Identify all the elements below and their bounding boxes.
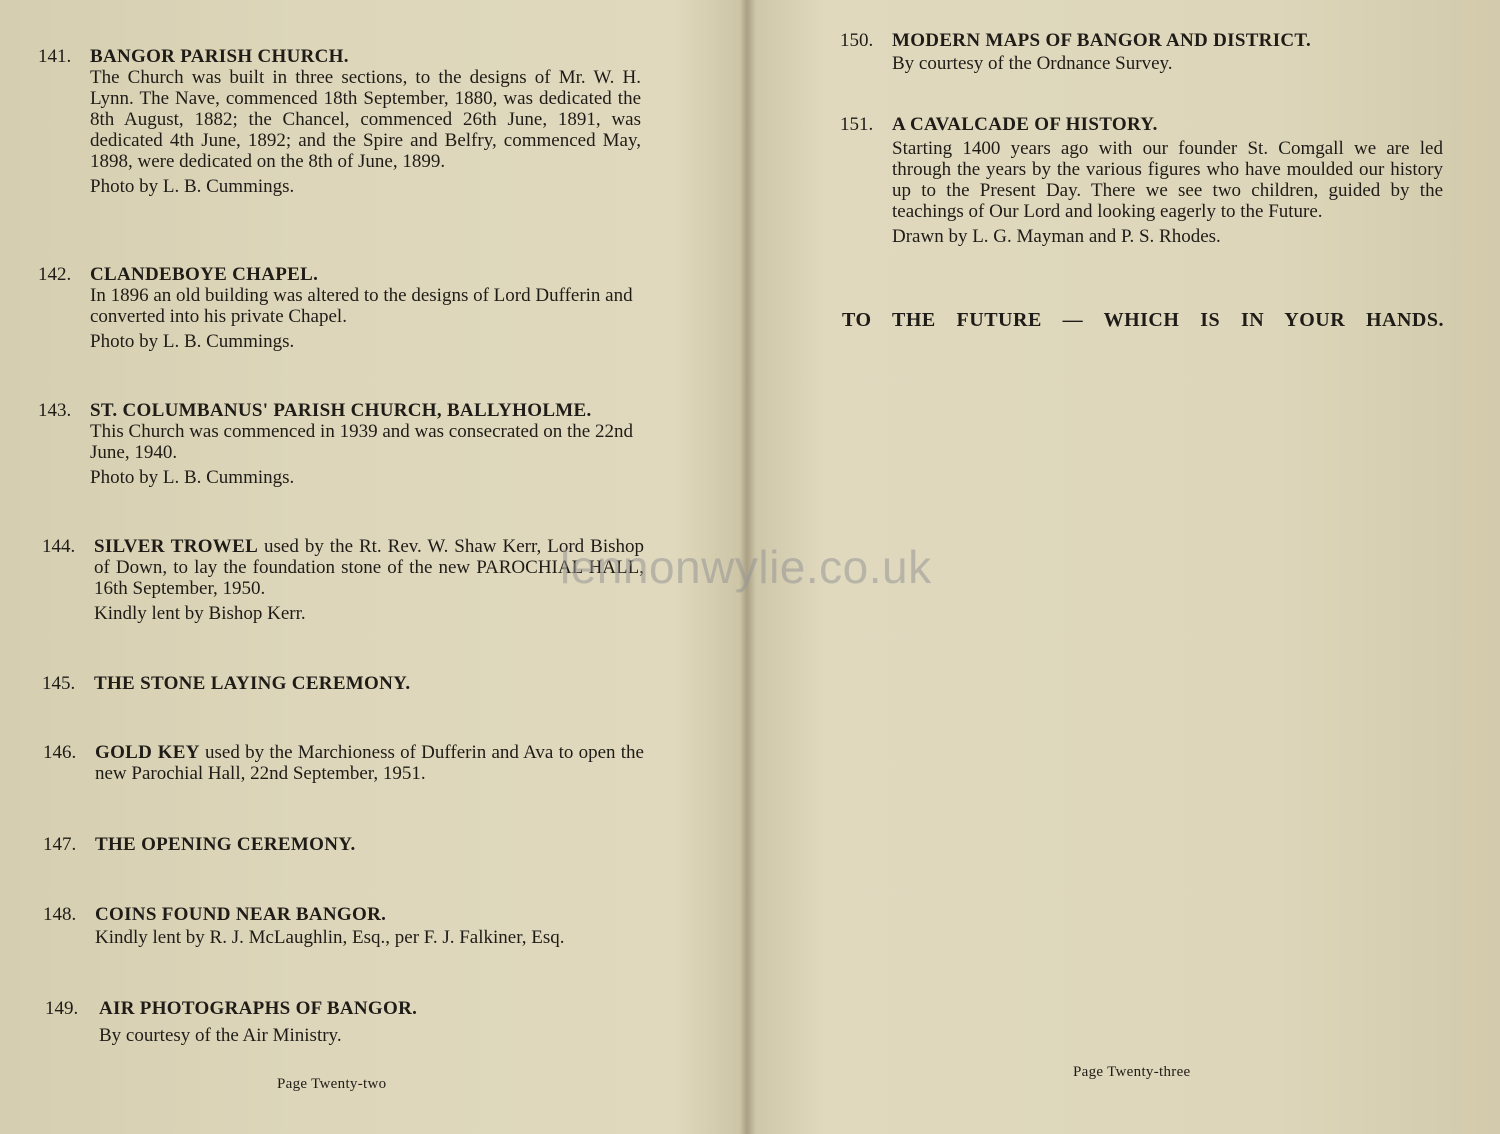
entry-text: The Church was built in three sections, to the designs of Mr. W. H. Lynn. The Nave, commenced 18th September, 1880, was dedicated the 8th August, 1882; the Chancel, commenced 26th June, 1891, was dedicated 4th June, 1892; and the Spire and Belfry, commenced May, 1898, were dedicated on the 8th of June, 1899. xyxy=(90,67,641,172)
entry-credit: Photo by L. B. Cummings. xyxy=(90,176,295,197)
entry-title: SILVER TROWEL xyxy=(94,536,259,557)
entry-credit: By courtesy of the Ordnance Survey. xyxy=(892,53,1173,74)
entry-number: 150. xyxy=(840,30,874,51)
watermark: lennonwylie.co.uk xyxy=(560,541,932,593)
entry-143 xyxy=(38,400,642,488)
entry-title: MODERN MAPS OF BANGOR AND DISTRICT. xyxy=(892,30,1312,51)
entry-147 xyxy=(43,834,663,855)
entry-title: THE STONE LAYING CEREMONY. xyxy=(94,673,411,694)
entry-text: used by the Marchioness of Dufferin and Ava to open the new Parochial Hall, 22nd September, 1951. xyxy=(95,742,644,784)
closing-statement: TO THE FUTURE — WHICH IS IN YOUR HANDS. xyxy=(842,309,1444,331)
entry-credit: Photo by L. B. Cummings. xyxy=(90,467,295,488)
entry-credit: By courtesy of the Air Ministry. xyxy=(99,1025,342,1046)
entry-number: 146. xyxy=(43,742,77,763)
entry-text: In 1896 an old building was altered to the designs of Lord Dufferin and converted into his private Chapel. xyxy=(90,285,633,327)
entry-credit: Drawn by L. G. Mayman and P. S. Rhodes. xyxy=(892,226,1221,247)
entry-144 xyxy=(42,536,644,624)
entry-credit: Kindly lent by R. J. McLaughlin, Esq., per F. J. Falkiner, Esq. xyxy=(95,927,565,948)
entry-credit: Kindly lent by Bishop Kerr. xyxy=(94,603,306,624)
entry-title: GOLD KEY xyxy=(95,742,200,763)
entry-number: 151. xyxy=(840,114,874,135)
entry-title: ST. COLUMBANUS' PARISH CHURCH, BALLYHOLME. xyxy=(90,400,592,421)
entry-number: 145. xyxy=(42,673,76,694)
page-number: Page Twenty-three xyxy=(1073,1064,1191,1080)
entry-148 xyxy=(43,904,653,948)
entry-145 xyxy=(42,673,662,694)
entry-credit: Photo by L. B. Cummings. xyxy=(90,331,295,352)
entry-149 xyxy=(45,998,665,1046)
page-number: Page Twenty-two xyxy=(277,1076,387,1092)
entry-146 xyxy=(43,742,644,784)
entry-text: used by the Rt. Rev. W. Shaw Kerr, Lord Bishop of Down, to lay the foundation stone of the new PAROCHIAL HALL, 16th September, 1950. xyxy=(94,536,644,599)
entry-142 xyxy=(38,264,641,352)
entry-number: 147. xyxy=(43,834,77,855)
entry-number: 143. xyxy=(38,400,72,421)
entry-text: Starting 1400 years ago with our founder St. Comgall we are led through the years by the various figures who have moulded our history up to the Present Day. There we see two children, guided by the teachings of Our Lord and looking eagerly to the Future. xyxy=(892,138,1443,222)
entry-title: CLANDEBOYE CHAPEL. xyxy=(90,264,319,285)
entry-141 xyxy=(38,46,641,197)
entry-number: 149. xyxy=(45,998,79,1019)
entry-number: 142. xyxy=(38,264,72,285)
entry-title: COINS FOUND NEAR BANGOR. xyxy=(95,904,387,925)
entry-number: 141. xyxy=(38,46,72,67)
entry-number: 148. xyxy=(43,904,77,925)
entry-number: 144. xyxy=(42,536,76,557)
entry-151 xyxy=(840,114,1443,247)
entry-title: AIR PHOTOGRAPHS OF BANGOR. xyxy=(99,998,418,1019)
entry-title: BANGOR PARISH CHURCH. xyxy=(90,46,349,67)
entry-title: A CAVALCADE OF HISTORY. xyxy=(892,114,1158,135)
entry-title: THE OPENING CEREMONY. xyxy=(95,834,356,855)
entry-text: This Church was commenced in 1939 and was consecrated on the 22nd June, 1940. xyxy=(90,421,633,463)
entry-150 xyxy=(840,30,1444,74)
